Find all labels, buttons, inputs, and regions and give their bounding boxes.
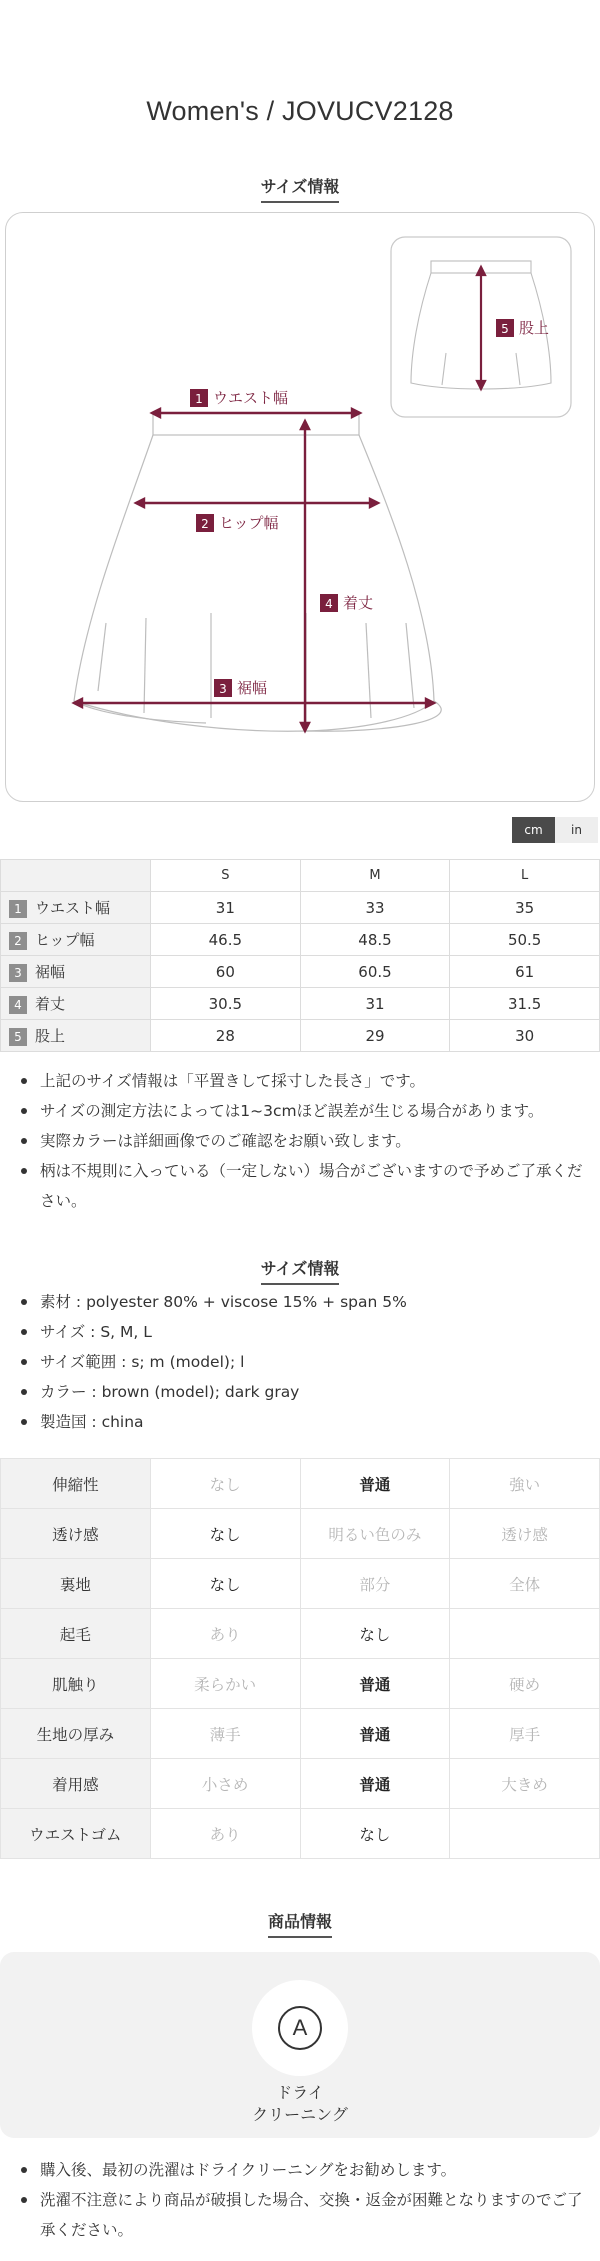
table-row: 2 ヒップ幅 46.5 48.5 50.5 <box>1 924 600 956</box>
table-row: 4 着丈 30.5 31 31.5 <box>1 988 600 1020</box>
spec-list <box>18 1287 590 1437</box>
table-row: ウエストゴム あり なし <box>1 1809 600 1859</box>
size-notes <box>18 1066 590 1216</box>
page-title: Women's / JOVUCV2128 <box>146 96 454 126</box>
list-item: サイズの測定方法によっては1~3cmほど誤差が生じる場合があります。 <box>18 1096 590 1126</box>
list-item: 製造国 : china <box>18 1407 590 1437</box>
table-row: 着用感 小さめ 普通 大きめ <box>1 1759 600 1809</box>
list-item: 上記のサイズ情報は「平置きして採寸した長さ」です。 <box>18 1066 590 1096</box>
svg-text:ヒップ幅: ヒップ幅 <box>219 514 279 532</box>
svg-text:2: 2 <box>201 517 209 531</box>
list-item: サイズ範囲 : s; m (model); l <box>18 1347 590 1377</box>
unit-toggle <box>512 817 598 843</box>
svg-text:ウエスト幅: ウエスト幅 <box>213 389 289 407</box>
list-item: 実際カラーは詳細画像でのご確認をお願い致します。 <box>18 1126 590 1156</box>
svg-text:5: 5 <box>501 322 509 336</box>
svg-text:着丈: 着丈 <box>343 594 374 612</box>
table-row: 肌触り 柔らかい 普通 硬め <box>1 1659 600 1709</box>
size-col-s: S <box>151 860 301 892</box>
list-item: サイズ : S, M, L <box>18 1317 590 1347</box>
inset-rise-diagram <box>391 237 571 417</box>
list-item: 購入後、最初の洗濯はドライクリーニングをお勧めします。 <box>18 2155 590 2185</box>
table-row: 生地の厚み 薄手 普通 厚手 <box>1 1709 600 1759</box>
table-row: 裏地 なし 部分 全体 <box>1 1559 600 1609</box>
list-item: カラー : brown (model); dark gray <box>18 1377 590 1407</box>
unit-in-button[interactable]: in <box>555 817 598 843</box>
unit-cm-button[interactable]: cm <box>512 817 555 843</box>
care-panel <box>0 1952 600 2138</box>
table-row: 透け感 なし 明るい色のみ 透け感 <box>1 1509 600 1559</box>
table-row: 伸縮性 なし 普通 強い <box>1 1459 600 1509</box>
size-table-header <box>1 860 600 892</box>
svg-text:3: 3 <box>219 682 227 696</box>
size-diagram <box>5 212 595 802</box>
list-item: 柄は不規則に入っている（一定しない）場合がございますので予めご了承ください。 <box>18 1156 590 1216</box>
table-row: 3 裾幅 60 60.5 61 <box>1 956 600 988</box>
table-row: 起毛 あり なし <box>1 1609 600 1659</box>
table-row: 1 ウエスト幅 31 33 35 <box>1 892 600 924</box>
list-item: 素材 : polyester 80% + viscose 15% + span 5% <box>18 1287 590 1317</box>
size-col-m: M <box>300 860 450 892</box>
attribute-table <box>0 1458 600 1859</box>
section-heading-care: 商品情報 <box>0 1909 600 1938</box>
svg-text:1: 1 <box>195 392 203 406</box>
dry-clean-icon: A <box>252 1980 348 2076</box>
size-col-l: L <box>450 860 600 892</box>
care-label: ドライ クリーニング <box>252 2083 348 2124</box>
table-row: 5 股上 28 29 30 <box>1 1020 600 1052</box>
svg-text:裾幅: 裾幅 <box>237 679 268 697</box>
list-item: 洗濯不注意により商品が破損した場合、交換・返金が困難となりますのでご了承ください。 <box>18 2185 590 2245</box>
size-table <box>0 859 600 1052</box>
svg-text:股上: 股上 <box>519 319 550 337</box>
care-notes <box>18 2155 590 2245</box>
section-heading-size: サイズ情報 <box>0 174 600 203</box>
section-heading-spec: サイズ情報 <box>0 1256 600 1285</box>
svg-text:4: 4 <box>325 597 333 611</box>
